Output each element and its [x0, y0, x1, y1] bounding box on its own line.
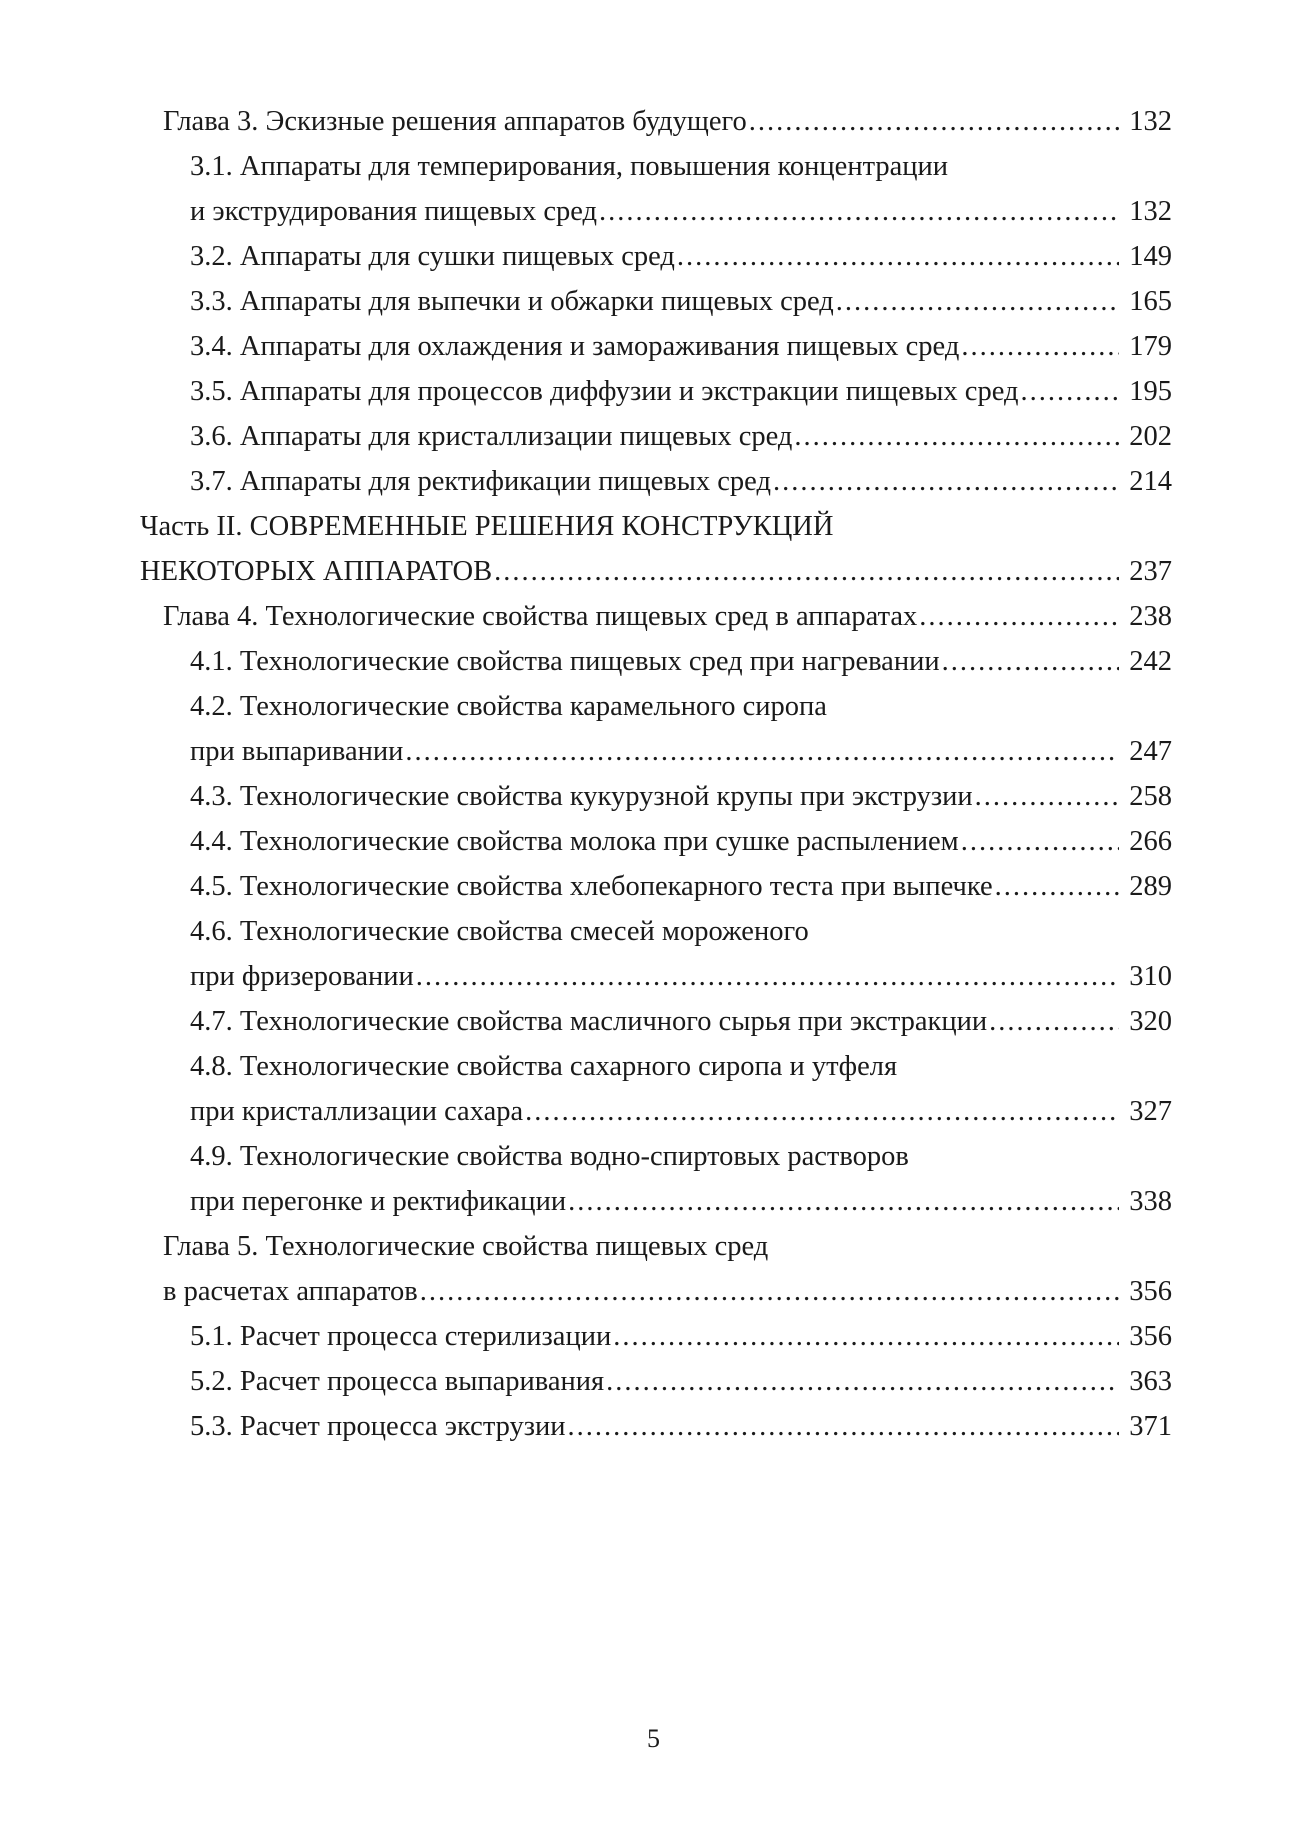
toc-entry-section-cont [190, 192, 1172, 232]
toc-entry-section-cont [190, 732, 1172, 772]
toc-entry-title: Глава 3. Эскизные решения аппаратов будущего [163, 106, 747, 137]
toc-entry-chapter [163, 1227, 768, 1267]
toc-entry-part [140, 507, 833, 547]
dot-leader [494, 552, 1119, 592]
dot-leader [794, 417, 1119, 457]
toc-entry-title: Глава 5. Технологические свойства пищевых сред [163, 1231, 769, 1262]
dot-leader [749, 102, 1120, 142]
toc-entry-title: 4.4. Технологические свойства молока при сушке распылением [190, 826, 959, 857]
dot-leader [677, 237, 1119, 277]
dot-leader [405, 732, 1119, 772]
toc-entry-section [190, 327, 1172, 367]
dot-leader [606, 1362, 1119, 1402]
toc-entry-section [190, 867, 1172, 907]
dot-leader [836, 282, 1119, 322]
toc-entry-title: в расчетах аппаратов [163, 1276, 418, 1307]
toc-page-number: 320 [1129, 1006, 1172, 1037]
toc-entry-section [190, 1047, 897, 1087]
toc-entry-title: 3.3. Аппараты для выпечки и обжарки пищевых сред [190, 286, 834, 317]
toc-page-number: 149 [1129, 241, 1172, 272]
toc-entry-section [190, 687, 827, 727]
toc-entry-title: НЕКОТОРЫХ АППАРАТОВ [140, 556, 493, 587]
toc-page-number: 214 [1129, 466, 1172, 497]
toc-entry-section [190, 1362, 1172, 1402]
toc-entry-title: 4.3. Технологические свойства кукурузной крупы при экструзии [190, 781, 973, 812]
toc-entry-chapter [163, 102, 1172, 142]
toc-page-number: 371 [1129, 1411, 1172, 1442]
dot-leader [919, 597, 1119, 637]
toc-entry-title: 3.7. Аппараты для ректификации пищевых сред [190, 466, 771, 497]
dot-leader [613, 1317, 1119, 1357]
toc-entry-title: 4.6. Технологические свойства смесей мороженого [190, 916, 809, 947]
dot-leader [942, 642, 1120, 682]
toc-entry-section-cont [190, 1182, 1172, 1222]
toc-entry-section [190, 912, 809, 952]
toc-entry-title: и экструдирования пищевых сред [190, 196, 598, 227]
toc-entry-title: при выпаривании [190, 736, 404, 767]
toc-entry-title: при фризеровании [190, 961, 414, 992]
toc-page-number: 179 [1129, 331, 1172, 362]
toc-entry-title: 3.5. Аппараты для процессов диффузии и экстракции пищевых сред [190, 376, 1019, 407]
toc-page-number: 132 [1129, 196, 1172, 227]
toc-page-number: 237 [1129, 556, 1172, 587]
toc-entry-section-cont [190, 1092, 1172, 1132]
toc-page-number: 356 [1129, 1321, 1172, 1352]
toc-entry-section-cont [190, 957, 1172, 997]
toc-page-number: 310 [1129, 961, 1172, 992]
dot-leader [568, 1182, 1119, 1222]
toc-entry-section [190, 642, 1172, 682]
toc-entry-title: 3.2. Аппараты для сушки пищевых сред [190, 241, 675, 272]
toc-entry-section [190, 372, 1172, 412]
toc-entry-section [190, 1407, 1172, 1447]
toc-page-number: 242 [1129, 646, 1172, 677]
toc-entry-title: при перегонке и ректификации [190, 1186, 567, 1217]
dot-leader [525, 1092, 1119, 1132]
toc-entry-title: 4.2. Технологические свойства карамельного сиропа [190, 691, 827, 722]
toc-page-number: 132 [1129, 106, 1172, 137]
toc-entry-title: Часть II. СОВРЕМЕННЫЕ РЕШЕНИЯ КОНСТРУКЦИЙ [140, 511, 834, 542]
toc-page-number: 165 [1129, 286, 1172, 317]
toc-page-number: 195 [1129, 376, 1172, 407]
toc-entry-title: 4.1. Технологические свойства пищевых сред при нагревании [190, 646, 940, 677]
toc-entry-section [190, 417, 1172, 457]
toc-page-number: 202 [1129, 421, 1172, 452]
page-number: 5 [647, 1724, 660, 1753]
toc-page-number: 289 [1129, 871, 1172, 902]
toc-entry-section [190, 1317, 1172, 1357]
dot-leader [568, 1407, 1120, 1447]
toc-page-number: 327 [1129, 1096, 1172, 1127]
toc-page-number: 363 [1129, 1366, 1172, 1397]
toc-entry-section [190, 462, 1172, 502]
toc-page-number: 356 [1129, 1276, 1172, 1307]
dot-leader [599, 192, 1119, 232]
toc-entry-section [190, 237, 1172, 277]
dot-leader [1020, 372, 1119, 412]
dot-leader [975, 777, 1120, 817]
dot-leader [995, 867, 1120, 907]
toc-entry-title: 3.6. Аппараты для кристаллизации пищевых сред [190, 421, 793, 452]
dot-leader [416, 957, 1120, 997]
toc-entry-section [190, 282, 1172, 322]
dot-leader [961, 327, 1119, 367]
dot-leader [773, 462, 1119, 502]
toc-entry-section [190, 1002, 1172, 1042]
dot-leader [961, 822, 1120, 862]
toc-entry-title: при кристаллизации сахара [190, 1096, 524, 1127]
toc-entry-title: 4.8. Технологические свойства сахарного сиропа и утфеля [190, 1051, 898, 1082]
toc-entry-title: 3.1. Аппараты для темперирования, повышения концентрации [190, 151, 949, 182]
toc-entry-title: 5.2. Расчет процесса выпаривания [190, 1366, 605, 1397]
toc-entry-title: 4.5. Технологические свойства хлебопекарного теста при выпечке [190, 871, 993, 902]
toc-page-number: 238 [1129, 601, 1172, 632]
toc-page-number: 258 [1129, 781, 1172, 812]
dot-leader [420, 1272, 1120, 1312]
toc-entry-part-cont [140, 552, 1172, 592]
toc-entry-title: 4.7. Технологические свойства масличного сырья при экстракции [190, 1006, 988, 1037]
toc-page-number: 266 [1129, 826, 1172, 857]
toc-entry-title: 5.1. Расчет процесса стерилизации [190, 1321, 612, 1352]
toc-entry-title: 4.9. Технологические свойства водно-спиртовых растворов [190, 1141, 909, 1172]
toc-entry-section [190, 822, 1172, 862]
toc-entry-section [190, 147, 948, 187]
toc-entry-chapter-cont [163, 1272, 1172, 1312]
toc-page-number: 247 [1129, 736, 1172, 767]
toc-page-number: 338 [1129, 1186, 1172, 1217]
toc-entry-title: Глава 4. Технологические свойства пищевых сред в аппаратах [163, 601, 918, 632]
dot-leader [989, 1002, 1119, 1042]
toc-entry-title: 3.4. Аппараты для охлаждения и замораживания пищевых сред [190, 331, 960, 362]
toc-entry-section [190, 777, 1172, 817]
toc-entry-chapter [163, 597, 1172, 637]
toc-entry-section [190, 1137, 909, 1177]
toc-entry-title: 5.3. Расчет процесса экструзии [190, 1411, 566, 1442]
